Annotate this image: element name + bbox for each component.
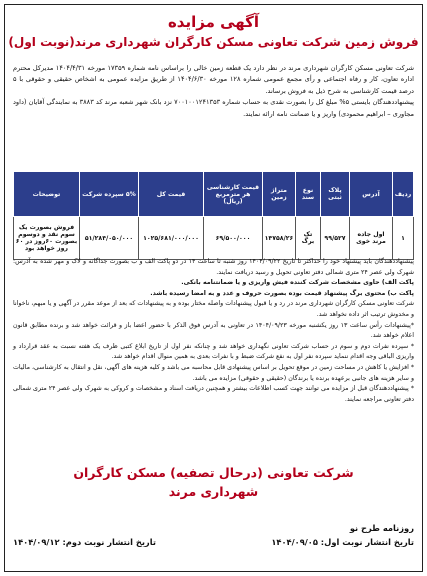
ad-frame bbox=[4, 4, 423, 572]
terms-rights: شرکت تعاونی مسکن کارگران شهرداری مرند در رد و یا قبول پیشنهادات واصله مختار بوده و به پیشنهادات که بعد از موعد مقرر در آگهی و یا مبهم، ناخوانا و مخدوش ترتیب اثر داده نخواهد شد. bbox=[13, 300, 414, 318]
terms-envelope-b: پاکت ب) محتوی برگ پیشنهاد قیمت بوده بصورت حروف و عدد و به امضا رسیده باشد. bbox=[150, 289, 414, 297]
intro-paragraph bbox=[13, 63, 414, 120]
terms-costs: * افزایش یا کاهش در مساحت زمین در موقع تحویل بر اساس پیشنهادی قابل محاسبه می باشد و کلیه هزینه های آگهی، نقل و انتقال به کارشناسی، مالیات و سایر هزینه های جانبی برعهده برنده یا برندگان (حقیقی و حقوقی) مزایده می باشد. bbox=[13, 363, 414, 382]
company-signature bbox=[5, 463, 422, 501]
cell-unit-price: ۶۹/۵۰۰/۰۰۰ bbox=[204, 217, 263, 260]
header-deed-type: نوع سند bbox=[296, 172, 321, 217]
terms-section bbox=[13, 257, 414, 405]
ad-title: آگهی مزایده bbox=[167, 13, 260, 31]
publication-footer bbox=[13, 523, 414, 551]
first-publish-date: تاریخ انتشار نوبت اول: ۱۴۰۴/۰۹/۰۵ bbox=[271, 537, 414, 547]
terms-opening: *پیشنهادات رأس ساعت ۱۳ روز یکشنبه مورخه ۱۴۰۴/۰۹/۲۳ در تعاونی به آدرس فوق الذکر با حضور اعضا باز و قرائت خواهد شد و برنده مطابق قانون اعلام خواهد شد. bbox=[13, 321, 414, 340]
ad-subtitle: فروش زمین شرکت تعاونی مسکن کارگران شهرداری مرند(نوبت اول) bbox=[8, 35, 419, 49]
terms-deadline: پیشنهاددهندگان باید پیشنهاد خود را حداکثر تا تاریخ ۱۴۰۴/۰۹/۲۲ روز شنبه تا ساعت ۱۴ در دو پاکت الف و ب بصورت جداگانه و لاک و مهر شده به آدرس: شهرک ولی عصر ۲۴ متری شمالی دفتر تعاونی تحویل و رسید دریافت نمایند. bbox=[13, 258, 414, 276]
auction-table bbox=[13, 171, 414, 260]
cell-plaque: ۹۹/۵۲۷ bbox=[321, 217, 350, 260]
intro-deposit-text: پیشنهاددهندگان بایستی ۵% مبلغ کل را بصورت نقدی به حساب شماره ۷۰۰۱۰۰۱۲۴۱۳۵۳ نزد بانک شهر شعبه مرند کد ۳۸۸۳ به نمایندگی آقایان (داود مجاوری – ابراهیم محمودی) واریز و یا ضمانت نامه ارائه نمایند. bbox=[13, 98, 414, 118]
header-plaque: پلاک ثبتی bbox=[321, 172, 350, 217]
header-address: آدرس bbox=[350, 172, 393, 217]
company-name-line2: شهرداری مرند bbox=[168, 484, 259, 499]
header-total-price: قیمت کل bbox=[139, 172, 204, 217]
cell-deed-type: تک برگ bbox=[296, 217, 321, 260]
cell-address: اول جاده مرند خوی bbox=[350, 217, 393, 260]
header-deposit: ۵% سپرده شرکت bbox=[80, 172, 139, 217]
header-area: متراژ زمین bbox=[263, 172, 296, 217]
terms-envelope-a: پاکت الف) حاوی مشخصات شرکت کننده فیش واریزی و یا ضمانتنامه بانکی. bbox=[181, 279, 414, 287]
header-unit-price: قیمت کارشناسی هر مترمربع (ریال) bbox=[204, 172, 263, 217]
cell-notes: فروش بصورت یک سوم نقد و دوسوم بصورت ۶۰روز در ۶۰ روز خواهد بود bbox=[14, 217, 80, 260]
second-publish-date: تاریخ انتشار نوبت دوم: ۱۴۰۴/۰۹/۱۲ bbox=[13, 537, 156, 547]
cell-total-price: ۱۰۲۵/۶۸۱/۰۰۰/۰۰۰ bbox=[139, 217, 204, 260]
newspaper-name: روزنامه طرح نو bbox=[349, 523, 414, 533]
intro-text: شرکت تعاونی مسکن کارگران شهرداری مرند در نظر دارد یک قطعه زمین خالی را براساس نامه شماره ۱۷۳۵۹ مورخه ۱۴۰۴/۴/۳۱ مدیرکل محترم اداره تعاون، کار و رفاه اجتماعی و رأی مجمع عمومی شماره ۱۲۸ مورخه ۱۴۰۴/۶/۳۰ از طریق مزایده عمومی به اشخاص حقیقی و حقوقی با ۵ درصد قیمت کارشناسی به شرح ذیل به فروش برساند. bbox=[13, 64, 415, 95]
header-row-number: ردیف bbox=[393, 172, 414, 217]
company-name-line1: شرکت تعاونی (درحال تصفیه) مسکن کارگران bbox=[73, 465, 354, 480]
cell-row-number: ۱ bbox=[393, 217, 414, 260]
header-notes: توضیحات bbox=[14, 172, 80, 217]
terms-info: * پیشنهاددهندگان قبل از مزایده می توانند جهت کسب اطلاعات بیشتر و همچنین دریافت اسناد و مشخصات و کروکی به شهرک ولی عصر ۲۴ متری شمالی دفتر تعاونی مراجعه نمایند. bbox=[13, 385, 414, 403]
table-row bbox=[14, 217, 414, 260]
table-header-row bbox=[14, 172, 414, 217]
cell-deposit: ۵۱/۲۸۴/۰۵۰/۰۰۰ bbox=[80, 217, 139, 260]
cell-area: ۱۴۷۵۸/۲۶ bbox=[263, 217, 296, 260]
terms-deposits: * سپرده نفرات دوم و سوم در حساب شرکت تعاونی نگهداری خواهد شد و چنانکه نفر اول از تاریخ ابلاغ کتبی ظرف یک هفته نسبت به عقد قرارداد و واریزی الباقی وجه اقدام ننماید سپرده نفر اول به نفع شرکت ضبط و با نفرات بعدی به همین منوال اقدام خواهد شد. bbox=[13, 342, 414, 361]
